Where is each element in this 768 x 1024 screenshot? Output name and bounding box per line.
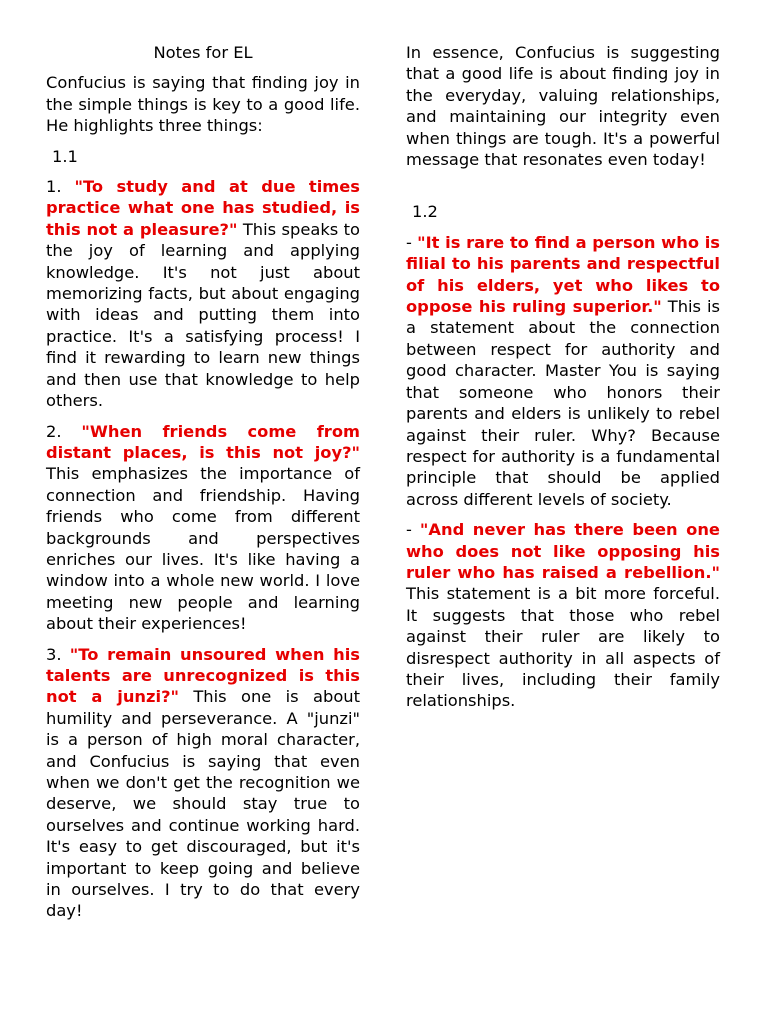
section-number: 1.2 (412, 202, 438, 222)
statement-1-commentary: This is a statement about the connection between respect for authority and good character. Master You is saying that someone who honors their parents and elders is unlikely to rebel against their ruler. Why? Because respect for authority is a fundamental principle that should be applied across different levels of society. (406, 297, 720, 509)
point-2-quote: "When friends come from distant places, is this not joy?" (46, 421, 360, 462)
statement-1-paragraph (406, 232, 720, 510)
conclusion-paragraph: In essence, Confucius is suggesting that a good life is about finding joy in the everyday, valuing relationships, and maintaining our integrity even when things are tough. It's a powerful message that resonates even today! (406, 43, 720, 170)
point-2-number: 2. (46, 421, 82, 441)
point-1-paragraph (46, 176, 360, 411)
point-2-paragraph (46, 421, 360, 635)
statement-2-quote: "And never has there been one who does not like opposing his ruler who has raised a rebellion." (406, 520, 720, 582)
point-1-quote: "To study and at due times practice what one has studied, is this not a pleasure?" (46, 177, 360, 239)
point-3-number: 3. (46, 644, 70, 664)
point-3-quote: "To remain unsoured when his talents are unrecognized is this not a junzi?" (46, 644, 360, 707)
statement-2-dash: - (406, 520, 420, 540)
section-number: 1.1 (52, 146, 78, 166)
page-title: Notes for EL (153, 43, 253, 62)
statement-2-commentary: This statement is a bit more forceful. It suggests that those who rebel against their ruler are likely to disrespect authority in all aspects of their lives, including their family relationships. (406, 584, 720, 711)
statement-1-dash: - (406, 232, 418, 252)
statement-2-paragraph (406, 519, 720, 712)
intro-paragraph: Confucius is saying that finding joy in the simple things is key to a good life. He highlights three things: (46, 73, 360, 136)
point-1-commentary: This speaks to the joy of learning and applying knowledge. It's not just about memorizing facts, but about engaging with ideas and putting them into practice. It's a satisfying process! I find it rewarding to learn new things and then use that knowledge to help others. (46, 219, 360, 411)
point-2-commentary: This emphasizes the importance of connection and friendship. Having friends who come from different backgrounds and perspectives enriches our lives. It's like having a window into a whole new world. I love meeting new people and learning about their experiences! (46, 464, 360, 634)
point-3-paragraph (46, 644, 360, 922)
left-column (46, 42, 360, 931)
statement-1-quote: "It is rare to find a person who is filial to his parents and respectful of his elders, yet who likes to oppose his ruling superior." (406, 232, 720, 317)
point-3-commentary: This one is about humility and perseverance. A "junzi" is a person of high moral character, and Confucius is saying that even when we don't get the recognition we deserve, we should stay true to ourselves and continue working hard. It's easy to get discouraged, but it's important to keep going and believe in ourselves. I try to do that every day! (46, 687, 360, 921)
right-column (406, 42, 720, 721)
point-1-number: 1. (46, 177, 75, 197)
